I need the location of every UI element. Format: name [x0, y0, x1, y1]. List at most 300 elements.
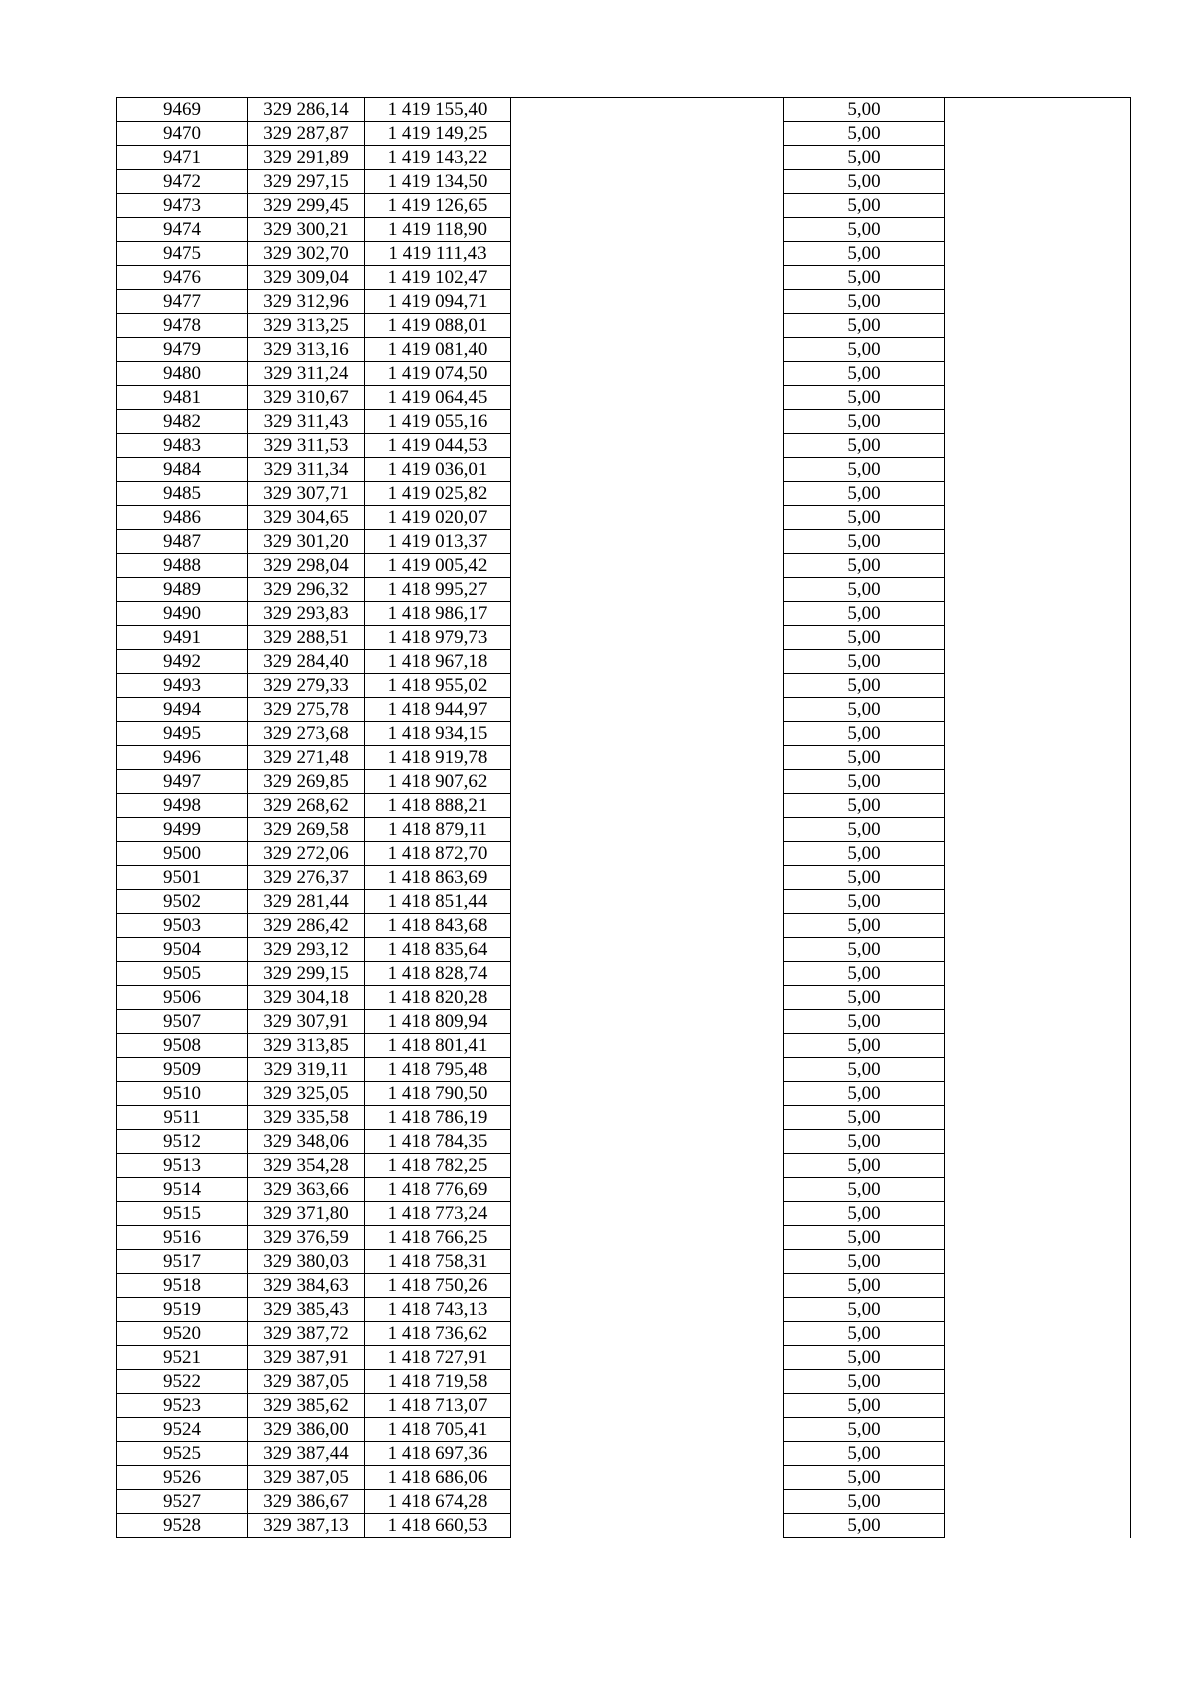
- empty-cell: [945, 842, 1131, 866]
- y-coordinate-cell: 1 419 126,65: [365, 194, 511, 218]
- y-coordinate-cell: 1 418 758,31: [365, 1250, 511, 1274]
- point-number-cell: 9483: [117, 434, 248, 458]
- empty-cell: [511, 530, 784, 554]
- precision-value-cell: 5,00: [784, 506, 945, 530]
- y-coordinate-cell: 1 419 081,40: [365, 338, 511, 362]
- y-coordinate-cell: 1 418 919,78: [365, 746, 511, 770]
- precision-value-cell: 5,00: [784, 1226, 945, 1250]
- precision-value-cell: 5,00: [784, 842, 945, 866]
- x-coordinate-cell: 329 371,80: [248, 1202, 365, 1226]
- precision-value-cell: 5,00: [784, 1346, 945, 1370]
- table-row: [117, 722, 1131, 746]
- empty-cell: [945, 674, 1131, 698]
- x-coordinate-cell: 329 311,43: [248, 410, 365, 434]
- y-coordinate-cell: 1 418 801,41: [365, 1034, 511, 1058]
- y-coordinate-cell: 1 418 674,28: [365, 1490, 511, 1514]
- empty-cell: [945, 770, 1131, 794]
- empty-cell: [945, 338, 1131, 362]
- empty-cell: [511, 146, 784, 170]
- empty-cell: [511, 842, 784, 866]
- table-row: [117, 242, 1131, 266]
- empty-cell: [511, 650, 784, 674]
- x-coordinate-cell: 329 298,04: [248, 554, 365, 578]
- precision-value-cell: 5,00: [784, 1394, 945, 1418]
- y-coordinate-cell: 1 419 143,22: [365, 146, 511, 170]
- coordinates-table-body: [117, 98, 1131, 1538]
- point-number-cell: 9521: [117, 1346, 248, 1370]
- empty-cell: [945, 602, 1131, 626]
- y-coordinate-cell: 1 418 835,64: [365, 938, 511, 962]
- table-row: [117, 434, 1131, 458]
- empty-cell: [945, 650, 1131, 674]
- empty-cell: [511, 1442, 784, 1466]
- empty-cell: [945, 362, 1131, 386]
- x-coordinate-cell: 329 268,62: [248, 794, 365, 818]
- empty-cell: [511, 1106, 784, 1130]
- y-coordinate-cell: 1 418 863,69: [365, 866, 511, 890]
- precision-value-cell: 5,00: [784, 770, 945, 794]
- empty-cell: [945, 146, 1131, 170]
- table-row: [117, 194, 1131, 218]
- x-coordinate-cell: 329 348,06: [248, 1130, 365, 1154]
- empty-cell: [945, 1154, 1131, 1178]
- y-coordinate-cell: 1 419 102,47: [365, 266, 511, 290]
- precision-value-cell: 5,00: [784, 746, 945, 770]
- precision-value-cell: 5,00: [784, 290, 945, 314]
- empty-cell: [511, 770, 784, 794]
- point-number-cell: 9491: [117, 626, 248, 650]
- y-coordinate-cell: 1 419 044,53: [365, 434, 511, 458]
- point-number-cell: 9489: [117, 578, 248, 602]
- empty-cell: [945, 290, 1131, 314]
- y-coordinate-cell: 1 418 773,24: [365, 1202, 511, 1226]
- empty-cell: [945, 722, 1131, 746]
- precision-value-cell: 5,00: [784, 1130, 945, 1154]
- point-number-cell: 9503: [117, 914, 248, 938]
- y-coordinate-cell: 1 419 064,45: [365, 386, 511, 410]
- precision-value-cell: 5,00: [784, 146, 945, 170]
- empty-cell: [945, 458, 1131, 482]
- x-coordinate-cell: 329 386,67: [248, 1490, 365, 1514]
- empty-cell: [945, 866, 1131, 890]
- precision-value-cell: 5,00: [784, 410, 945, 434]
- y-coordinate-cell: 1 419 088,01: [365, 314, 511, 338]
- table-row: [117, 1274, 1131, 1298]
- empty-cell: [511, 818, 784, 842]
- precision-value-cell: 5,00: [784, 1082, 945, 1106]
- table-row: [117, 458, 1131, 482]
- point-number-cell: 9516: [117, 1226, 248, 1250]
- precision-value-cell: 5,00: [784, 554, 945, 578]
- empty-cell: [945, 1226, 1131, 1250]
- table-row: [117, 1106, 1131, 1130]
- empty-cell: [945, 1274, 1131, 1298]
- y-coordinate-cell: 1 418 713,07: [365, 1394, 511, 1418]
- x-coordinate-cell: 329 311,53: [248, 434, 365, 458]
- precision-value-cell: 5,00: [784, 722, 945, 746]
- empty-cell: [511, 1370, 784, 1394]
- y-coordinate-cell: 1 419 118,90: [365, 218, 511, 242]
- x-coordinate-cell: 329 311,34: [248, 458, 365, 482]
- point-number-cell: 9527: [117, 1490, 248, 1514]
- x-coordinate-cell: 329 387,13: [248, 1514, 365, 1538]
- empty-cell: [945, 482, 1131, 506]
- x-coordinate-cell: 329 385,62: [248, 1394, 365, 1418]
- x-coordinate-cell: 329 291,89: [248, 146, 365, 170]
- empty-cell: [511, 1466, 784, 1490]
- x-coordinate-cell: 329 276,37: [248, 866, 365, 890]
- x-coordinate-cell: 329 271,48: [248, 746, 365, 770]
- empty-cell: [511, 866, 784, 890]
- precision-value-cell: 5,00: [784, 1250, 945, 1274]
- empty-cell: [511, 194, 784, 218]
- table-row: [117, 1226, 1131, 1250]
- empty-cell: [511, 1250, 784, 1274]
- x-coordinate-cell: 329 386,00: [248, 1418, 365, 1442]
- empty-cell: [945, 386, 1131, 410]
- point-number-cell: 9498: [117, 794, 248, 818]
- point-number-cell: 9523: [117, 1394, 248, 1418]
- empty-cell: [511, 1130, 784, 1154]
- x-coordinate-cell: 329 300,21: [248, 218, 365, 242]
- table-row: [117, 338, 1131, 362]
- empty-cell: [511, 602, 784, 626]
- y-coordinate-cell: 1 419 036,01: [365, 458, 511, 482]
- empty-cell: [511, 98, 784, 122]
- precision-value-cell: 5,00: [784, 1418, 945, 1442]
- empty-cell: [511, 314, 784, 338]
- empty-cell: [945, 1202, 1131, 1226]
- x-coordinate-cell: 329 387,91: [248, 1346, 365, 1370]
- empty-cell: [945, 1034, 1131, 1058]
- x-coordinate-cell: 329 281,44: [248, 890, 365, 914]
- empty-cell: [511, 338, 784, 362]
- y-coordinate-cell: 1 418 828,74: [365, 962, 511, 986]
- precision-value-cell: 5,00: [784, 122, 945, 146]
- precision-value-cell: 5,00: [784, 1466, 945, 1490]
- precision-value-cell: 5,00: [784, 1514, 945, 1538]
- empty-cell: [511, 218, 784, 242]
- precision-value-cell: 5,00: [784, 1154, 945, 1178]
- point-number-cell: 9528: [117, 1514, 248, 1538]
- precision-value-cell: 5,00: [784, 1178, 945, 1202]
- x-coordinate-cell: 329 284,40: [248, 650, 365, 674]
- precision-value-cell: 5,00: [784, 242, 945, 266]
- point-number-cell: 9484: [117, 458, 248, 482]
- empty-cell: [511, 1226, 784, 1250]
- empty-cell: [511, 962, 784, 986]
- y-coordinate-cell: 1 418 809,94: [365, 1010, 511, 1034]
- precision-value-cell: 5,00: [784, 218, 945, 242]
- y-coordinate-cell: 1 418 907,62: [365, 770, 511, 794]
- y-coordinate-cell: 1 418 967,18: [365, 650, 511, 674]
- x-coordinate-cell: 329 311,24: [248, 362, 365, 386]
- empty-cell: [945, 1394, 1131, 1418]
- point-number-cell: 9511: [117, 1106, 248, 1130]
- empty-cell: [511, 938, 784, 962]
- empty-cell: [511, 914, 784, 938]
- y-coordinate-cell: 1 418 705,41: [365, 1418, 511, 1442]
- empty-cell: [511, 674, 784, 698]
- point-number-cell: 9514: [117, 1178, 248, 1202]
- x-coordinate-cell: 329 387,72: [248, 1322, 365, 1346]
- precision-value-cell: 5,00: [784, 914, 945, 938]
- empty-cell: [511, 458, 784, 482]
- table-row: [117, 794, 1131, 818]
- y-coordinate-cell: 1 418 660,53: [365, 1514, 511, 1538]
- y-coordinate-cell: 1 419 013,37: [365, 530, 511, 554]
- table-row: [117, 266, 1131, 290]
- precision-value-cell: 5,00: [784, 866, 945, 890]
- empty-cell: [511, 554, 784, 578]
- table-row: [117, 650, 1131, 674]
- x-coordinate-cell: 329 385,43: [248, 1298, 365, 1322]
- table-row: [117, 1058, 1131, 1082]
- x-coordinate-cell: 329 293,12: [248, 938, 365, 962]
- empty-cell: [511, 1178, 784, 1202]
- x-coordinate-cell: 329 301,20: [248, 530, 365, 554]
- point-number-cell: 9494: [117, 698, 248, 722]
- empty-cell: [945, 626, 1131, 650]
- y-coordinate-cell: 1 418 776,69: [365, 1178, 511, 1202]
- empty-cell: [511, 746, 784, 770]
- y-coordinate-cell: 1 419 149,25: [365, 122, 511, 146]
- y-coordinate-cell: 1 419 134,50: [365, 170, 511, 194]
- x-coordinate-cell: 329 299,45: [248, 194, 365, 218]
- precision-value-cell: 5,00: [784, 1034, 945, 1058]
- point-number-cell: 9510: [117, 1082, 248, 1106]
- empty-cell: [511, 794, 784, 818]
- table-row: [117, 866, 1131, 890]
- x-coordinate-cell: 329 269,58: [248, 818, 365, 842]
- empty-cell: [945, 122, 1131, 146]
- empty-cell: [511, 698, 784, 722]
- precision-value-cell: 5,00: [784, 818, 945, 842]
- table-row: [117, 506, 1131, 530]
- table-row: [117, 1442, 1131, 1466]
- point-number-cell: 9490: [117, 602, 248, 626]
- point-number-cell: 9496: [117, 746, 248, 770]
- table-row: [117, 962, 1131, 986]
- table-row: [117, 290, 1131, 314]
- x-coordinate-cell: 329 273,68: [248, 722, 365, 746]
- y-coordinate-cell: 1 418 795,48: [365, 1058, 511, 1082]
- precision-value-cell: 5,00: [784, 1058, 945, 1082]
- point-number-cell: 9504: [117, 938, 248, 962]
- table-row: [117, 1130, 1131, 1154]
- y-coordinate-cell: 1 419 111,43: [365, 242, 511, 266]
- point-number-cell: 9524: [117, 1418, 248, 1442]
- empty-cell: [511, 890, 784, 914]
- empty-cell: [511, 1202, 784, 1226]
- empty-cell: [511, 290, 784, 314]
- y-coordinate-cell: 1 418 879,11: [365, 818, 511, 842]
- point-number-cell: 9509: [117, 1058, 248, 1082]
- empty-cell: [511, 1154, 784, 1178]
- table-row: [117, 1034, 1131, 1058]
- empty-cell: [945, 890, 1131, 914]
- y-coordinate-cell: 1 418 782,25: [365, 1154, 511, 1178]
- table-row: [117, 1202, 1131, 1226]
- x-coordinate-cell: 329 302,70: [248, 242, 365, 266]
- precision-value-cell: 5,00: [784, 1202, 945, 1226]
- y-coordinate-cell: 1 418 750,26: [365, 1274, 511, 1298]
- y-coordinate-cell: 1 418 766,25: [365, 1226, 511, 1250]
- x-coordinate-cell: 329 307,71: [248, 482, 365, 506]
- empty-cell: [511, 1490, 784, 1514]
- point-number-cell: 9512: [117, 1130, 248, 1154]
- empty-cell: [511, 1034, 784, 1058]
- precision-value-cell: 5,00: [784, 650, 945, 674]
- table-row: [117, 1466, 1131, 1490]
- table-row: [117, 1346, 1131, 1370]
- x-coordinate-cell: 329 319,11: [248, 1058, 365, 1082]
- table-row: [117, 1394, 1131, 1418]
- empty-cell: [945, 698, 1131, 722]
- empty-cell: [511, 722, 784, 746]
- precision-value-cell: 5,00: [784, 170, 945, 194]
- precision-value-cell: 5,00: [784, 578, 945, 602]
- point-number-cell: 9487: [117, 530, 248, 554]
- table-row: [117, 170, 1131, 194]
- x-coordinate-cell: 329 286,42: [248, 914, 365, 938]
- point-number-cell: 9519: [117, 1298, 248, 1322]
- point-number-cell: 9479: [117, 338, 248, 362]
- empty-cell: [511, 482, 784, 506]
- precision-value-cell: 5,00: [784, 458, 945, 482]
- y-coordinate-cell: 1 418 719,58: [365, 1370, 511, 1394]
- point-number-cell: 9474: [117, 218, 248, 242]
- x-coordinate-cell: 329 335,58: [248, 1106, 365, 1130]
- precision-value-cell: 5,00: [784, 698, 945, 722]
- empty-cell: [945, 1250, 1131, 1274]
- empty-cell: [945, 746, 1131, 770]
- empty-cell: [511, 1298, 784, 1322]
- y-coordinate-cell: 1 419 155,40: [365, 98, 511, 122]
- y-coordinate-cell: 1 419 020,07: [365, 506, 511, 530]
- point-number-cell: 9506: [117, 986, 248, 1010]
- table-row: [117, 746, 1131, 770]
- point-number-cell: 9486: [117, 506, 248, 530]
- y-coordinate-cell: 1 418 843,68: [365, 914, 511, 938]
- point-number-cell: 9478: [117, 314, 248, 338]
- empty-cell: [511, 1322, 784, 1346]
- x-coordinate-cell: 329 363,66: [248, 1178, 365, 1202]
- x-coordinate-cell: 329 272,06: [248, 842, 365, 866]
- point-number-cell: 9477: [117, 290, 248, 314]
- x-coordinate-cell: 329 313,16: [248, 338, 365, 362]
- precision-value-cell: 5,00: [784, 1490, 945, 1514]
- x-coordinate-cell: 329 293,83: [248, 602, 365, 626]
- table-row: [117, 1490, 1131, 1514]
- x-coordinate-cell: 329 275,78: [248, 698, 365, 722]
- table-row: [117, 314, 1131, 338]
- empty-cell: [945, 986, 1131, 1010]
- precision-value-cell: 5,00: [784, 386, 945, 410]
- table-row: [117, 218, 1131, 242]
- empty-cell: [511, 434, 784, 458]
- x-coordinate-cell: 329 287,87: [248, 122, 365, 146]
- point-number-cell: 9497: [117, 770, 248, 794]
- empty-cell: [945, 98, 1131, 122]
- point-number-cell: 9505: [117, 962, 248, 986]
- precision-value-cell: 5,00: [784, 1010, 945, 1034]
- x-coordinate-cell: 329 354,28: [248, 1154, 365, 1178]
- x-coordinate-cell: 329 380,03: [248, 1250, 365, 1274]
- empty-cell: [945, 962, 1131, 986]
- table-row: [117, 1418, 1131, 1442]
- y-coordinate-cell: 1 419 074,50: [365, 362, 511, 386]
- point-number-cell: 9501: [117, 866, 248, 890]
- point-number-cell: 9515: [117, 1202, 248, 1226]
- empty-cell: [945, 1058, 1131, 1082]
- y-coordinate-cell: 1 418 820,28: [365, 986, 511, 1010]
- empty-cell: [945, 1514, 1131, 1538]
- y-coordinate-cell: 1 418 872,70: [365, 842, 511, 866]
- precision-value-cell: 5,00: [784, 530, 945, 554]
- empty-cell: [945, 242, 1131, 266]
- empty-cell: [511, 506, 784, 530]
- precision-value-cell: 5,00: [784, 1298, 945, 1322]
- point-number-cell: 9508: [117, 1034, 248, 1058]
- precision-value-cell: 5,00: [784, 962, 945, 986]
- empty-cell: [945, 314, 1131, 338]
- table-row: [117, 1154, 1131, 1178]
- table-row: [117, 362, 1131, 386]
- x-coordinate-cell: 329 269,85: [248, 770, 365, 794]
- point-number-cell: 9481: [117, 386, 248, 410]
- point-number-cell: 9502: [117, 890, 248, 914]
- point-number-cell: 9492: [117, 650, 248, 674]
- precision-value-cell: 5,00: [784, 890, 945, 914]
- empty-cell: [511, 266, 784, 290]
- y-coordinate-cell: 1 418 986,17: [365, 602, 511, 626]
- empty-cell: [511, 578, 784, 602]
- empty-cell: [511, 1274, 784, 1298]
- table-row: [117, 410, 1131, 434]
- precision-value-cell: 5,00: [784, 938, 945, 962]
- precision-value-cell: 5,00: [784, 1106, 945, 1130]
- table-row: [117, 386, 1131, 410]
- empty-cell: [511, 1418, 784, 1442]
- point-number-cell: 9475: [117, 242, 248, 266]
- precision-value-cell: 5,00: [784, 1442, 945, 1466]
- table-row: [117, 770, 1131, 794]
- empty-cell: [945, 1082, 1131, 1106]
- empty-cell: [511, 242, 784, 266]
- precision-value-cell: 5,00: [784, 434, 945, 458]
- y-coordinate-cell: 1 418 727,91: [365, 1346, 511, 1370]
- table-row: [117, 122, 1131, 146]
- empty-cell: [945, 1106, 1131, 1130]
- y-coordinate-cell: 1 418 995,27: [365, 578, 511, 602]
- x-coordinate-cell: 329 325,05: [248, 1082, 365, 1106]
- empty-cell: [511, 626, 784, 650]
- x-coordinate-cell: 329 296,32: [248, 578, 365, 602]
- empty-cell: [511, 410, 784, 434]
- x-coordinate-cell: 329 310,67: [248, 386, 365, 410]
- empty-cell: [945, 194, 1131, 218]
- empty-cell: [511, 1058, 784, 1082]
- table-row: [117, 842, 1131, 866]
- y-coordinate-cell: 1 419 055,16: [365, 410, 511, 434]
- point-number-cell: 9525: [117, 1442, 248, 1466]
- empty-cell: [511, 1394, 784, 1418]
- empty-cell: [945, 506, 1131, 530]
- empty-cell: [945, 794, 1131, 818]
- x-coordinate-cell: 329 304,65: [248, 506, 365, 530]
- empty-cell: [945, 554, 1131, 578]
